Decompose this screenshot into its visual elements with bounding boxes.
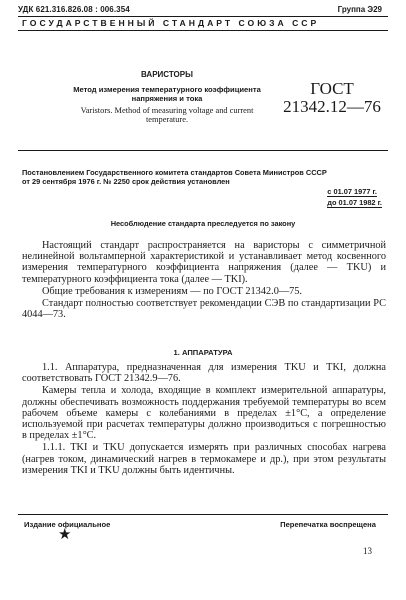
- intro-paragraph-2: Общие требования к измерениям — по ГОСТ 21342.0—75.: [42, 285, 303, 297]
- title-block: [62, 70, 272, 124]
- standard-banner: ГОСУДАРСТВЕННЫЙ СТАНДАРТ СОЮЗА ССР: [22, 18, 320, 28]
- title-en-line2: temperature.: [145, 115, 189, 124]
- title-heading: ВАРИСТОРЫ: [141, 70, 193, 79]
- decree-line2: от 29 сентября 1976 г. № 2250 срок действия установлен: [22, 177, 230, 186]
- header-rule-top: [18, 16, 388, 17]
- gost-designation: [282, 80, 382, 116]
- legal-warning: Несоблюдение стандарта преследуется по закону: [110, 219, 296, 228]
- intro-text: [22, 240, 386, 320]
- decree-line1: Постановлением Государственного комитета стандартов Совета Министров СССР: [22, 168, 327, 177]
- section-1-paragraph-3: 1.1.1. TKI и TKU допускается измерять при различных способах нагрева (нагрев током, динамический нагрев в термокамере и др.), при этом результаты измерения TKI и TKU должны быть идентичны.: [22, 442, 386, 476]
- title-ru-line2: напряжения и тока: [131, 94, 203, 103]
- star-icon: ★: [58, 527, 72, 543]
- section-1-paragraph-1: 1.1. Аппаратура, предназначенная для измерения TKU и TKI, должна соответствовать ГОСТ 21342.9—76.: [22, 362, 386, 385]
- title-en-line1: Varistors. Method of measuring voltage and current: [80, 106, 254, 115]
- decree-text: [22, 168, 384, 186]
- intro-paragraph-1: Настоящий стандарт распространяется на варисторы с симметричной нелинейной вольтамперной характеристикой и устанавливает метод косвенного измерения температурного коэффициента напряжения (далее — TKU) и температурного коэффициента тока (далее — TKI).: [22, 240, 386, 285]
- gost-number: 21342.12—76: [283, 97, 381, 116]
- section-1-paragraph-2: Камеры тепла и холода, входящие в комплект измерительной аппаратуры, должны обеспечивать возможность поддержания требуемой температуры во всем рабочем объеме камеры с колебаниями в пределах ±1°C, а определение используемой при расчетах температуры должно производиться с погрешностью в пределах ±1°C.: [22, 385, 386, 442]
- section-1-title: 1. АППАРАТУРА: [173, 348, 233, 357]
- title-divider: [18, 150, 388, 151]
- reprint-prohibited-label: Перепечатка воспрещена: [280, 520, 376, 529]
- group-code: Группа Э29: [337, 5, 382, 14]
- gost-label: ГОСТ: [310, 79, 354, 98]
- header-rule-bottom: [18, 30, 388, 31]
- udk-code: УДК 621.316.826.08 : 006.354: [18, 5, 130, 14]
- date-from: с 01.07 1977 г.: [327, 187, 377, 196]
- page-number: 13: [363, 546, 372, 556]
- official-edition-label: Издание официальное: [24, 520, 111, 529]
- title-ru-line1: Метод измерения температурного коэффициента: [73, 85, 261, 94]
- footer-rule: [18, 514, 388, 515]
- intro-paragraph-3: Стандарт полностью соответствует рекомендации СЭВ по стандартизации РС 4044—73.: [22, 298, 386, 321]
- section-1-text: [22, 362, 386, 476]
- validity-dates: [327, 186, 382, 208]
- date-to: до 01.07 1982 г.: [327, 198, 382, 207]
